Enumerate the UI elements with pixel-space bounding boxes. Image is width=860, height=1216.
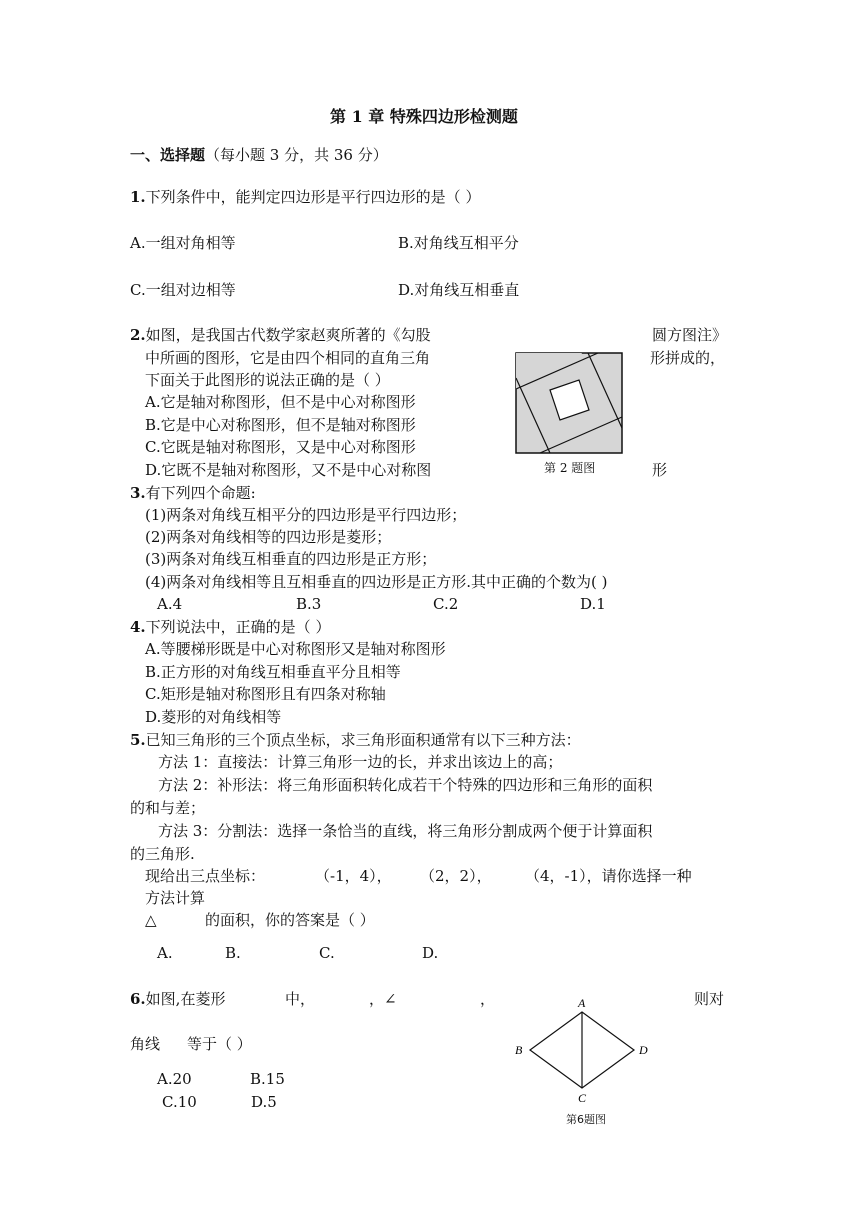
q2-option-a: A.它是轴对称图形，但不是中心对称图形	[145, 393, 416, 411]
q3-option-d: D.1	[580, 595, 606, 613]
zhao-shuang-figure	[515, 352, 623, 454]
question-text: 已知三角形的三个顶点坐标，求三角形面积通常有以下三种方法：	[145, 731, 581, 749]
question-number: 3.	[130, 484, 146, 502]
question-number: 6.	[130, 990, 146, 1008]
triangle-symbol: △	[145, 911, 157, 929]
q6-text-3: ，∠	[369, 990, 397, 1008]
section-label: 一、选择题	[130, 146, 206, 164]
rhombus-figure	[510, 992, 660, 1104]
question-text: 如图,在菱形	[145, 990, 226, 1008]
q3-item-2: (2)两条对角线相等的四边形是菱形；	[145, 528, 392, 546]
q5-given-label: 现给出三点坐标：	[145, 867, 266, 885]
q2-option-d: D.它既不是轴对称图形，又不是中心对称图	[145, 461, 432, 479]
question-4-stem	[130, 618, 330, 636]
question-number: 1.	[130, 188, 146, 206]
q6-option-a: A.20	[157, 1070, 192, 1088]
q4-option-c: C.矩形是轴对称图形且有四条对称轴	[145, 685, 386, 703]
q2-line2-tail: 形拼成的，	[650, 349, 726, 367]
q2-option-c: C.它既是轴对称图形，又是中心对称图形	[145, 438, 416, 456]
q3-option-c: C.2	[433, 595, 459, 613]
q5-point-1: （-1，4），	[315, 867, 392, 885]
q1-option-c: C.一组对边相等	[130, 281, 236, 299]
question-number: 2.	[130, 326, 146, 344]
q5-method-2: 方法 2：补形法：将三角形面积转化成若干个特殊的四边形和三角形的面积	[158, 776, 653, 794]
q4-option-a: A.等腰梯形既是中心对称图形又是轴对称图形	[145, 640, 446, 658]
q6-text-6: 角线	[130, 1035, 161, 1053]
question-number: 5.	[130, 731, 146, 749]
q3-option-a: A.4	[157, 595, 183, 613]
q6-text-7: 等于（ ）	[187, 1035, 252, 1053]
vertex-label-a: A	[578, 996, 586, 1010]
q3-item-4: (4)两条对角线相等且互相垂直的四边形是正方形.其中正确的个数为( )	[145, 573, 608, 591]
q5-point-2: （2，2），	[420, 867, 492, 885]
q2-option-d-tail: 形	[652, 461, 668, 479]
q2-line1-tail: 圆方图注》	[652, 326, 728, 344]
q5-method-1: 方法 1：直接法：计算三角形一边的长，并求出该边上的高；	[158, 753, 563, 771]
q3-item-1: (1)两条对角线互相平分的四边形是平行四边形；	[145, 506, 467, 524]
q5-option-b: B.	[225, 944, 241, 962]
q5-method-3-cont: 的三角形.	[130, 845, 195, 863]
figure-6-caption: 第6题图	[566, 1113, 606, 1126]
question-text: 如图，是我国古代数学家赵爽所著的《勾股	[145, 326, 431, 344]
vertex-label-d: D	[639, 1043, 648, 1057]
question-5-stem	[130, 731, 581, 749]
q2-option-b: B.它是中心对称图形，但不是轴对称图形	[145, 416, 416, 434]
question-text: 下列说法中，正确的是（ ）	[145, 618, 331, 636]
q6-text-4: ，	[480, 990, 496, 1008]
question-text: 有下列四个命题:	[145, 484, 256, 502]
figure-2-caption: 第 2 题图	[544, 461, 596, 475]
q6-text-5: 则对	[694, 990, 725, 1008]
q5-method-3: 方法 3：分割法：选择一条恰当的直线，将三角形分割成两个便于计算面积	[158, 822, 653, 840]
q4-option-d: D.菱形的对角线相等	[145, 708, 282, 726]
q2-line3: 下面关于此图形的说法正确的是（ ）	[145, 371, 390, 389]
q5-point-3: （4，-1），请你选择一种	[525, 867, 692, 885]
question-number: 4.	[130, 618, 146, 636]
question-1-stem	[130, 188, 480, 206]
q5-given-cont: 方法计算	[145, 889, 206, 907]
q6-text-2: 中，	[285, 990, 316, 1008]
q2-line2: 中所画的图形，它是由四个相同的直角三角	[145, 349, 431, 367]
question-text: 下列条件中，能判定四边形是平行四边形的是（ ）	[145, 188, 481, 206]
question-2-line1	[130, 326, 431, 344]
page-title: 第 1 章 特殊四边形检测题	[330, 107, 518, 126]
question-3-stem	[130, 484, 256, 502]
q6-option-b: B.15	[250, 1070, 285, 1088]
q1-option-b: B.对角线互相平分	[398, 234, 519, 252]
q4-option-b: B.正方形的对角线互相垂直平分且相等	[145, 663, 401, 681]
q5-option-c: C.	[319, 944, 335, 962]
q3-option-b: B.3	[296, 595, 322, 613]
q1-option-d: D.对角线互相垂直	[398, 281, 520, 299]
q6-option-c: C.10	[162, 1093, 197, 1111]
q5-option-d: D.	[422, 944, 439, 962]
question-6-line1	[130, 990, 225, 1008]
vertex-label-b: B	[515, 1043, 523, 1057]
q5-question: 的面积，你的答案是（ ）	[205, 911, 375, 929]
q1-option-a: A.一组对角相等	[130, 234, 236, 252]
q5-option-a: A.	[157, 944, 173, 962]
vertex-label-c: C	[578, 1091, 587, 1104]
q3-item-3: (3)两条对角线互相垂直的四边形是正方形；	[145, 550, 437, 568]
section-note: （每小题 3 分，共 36 分）	[205, 146, 388, 164]
q5-method-2-cont: 的和与差；	[130, 799, 206, 817]
q6-option-d: D.5	[251, 1093, 277, 1111]
section-heading	[130, 146, 388, 164]
